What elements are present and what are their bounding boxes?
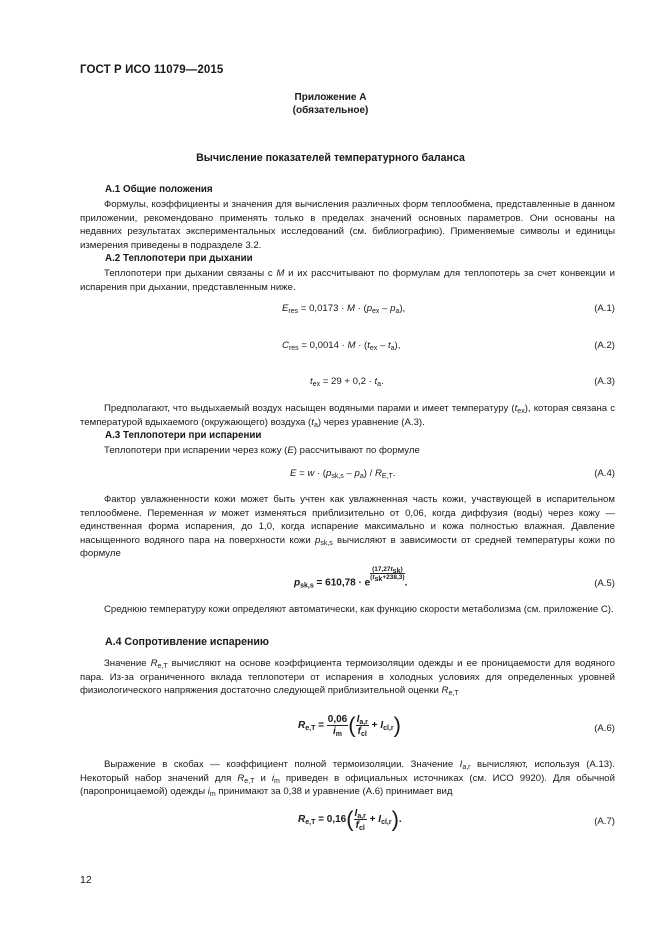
section-a2-after-text: Предполагают, что выдыхаемый воздух насыщен водяными парами и имеет температуру $(t_{ex})$, которая связана с температурой вдыхаемого (окружающего) воздуха $(t_a)$ через уравнение (А.3). [80, 403, 616, 429]
section-a1-text: Формулы, коэффициенты и значения для вычисления различных форм теплообмена, представленные в данном приложении, рекомендовано применять только в пределах значений основных параметров. Они основаны на недавних результатах экспериментальных исследований (см. библиографию). Применяемые символы и единицы измерения приведены в подразделе 3.2. [80, 199, 615, 251]
equation-number-a5: (А.5) [594, 578, 615, 589]
page-number: 12 [80, 874, 92, 886]
section-heading-a3: А.3 Теплопотери при испарении [105, 430, 262, 441]
equation-number-a7: (А.7) [594, 816, 615, 827]
equation-a3: $t_{ex} = 29 + 0,2 \cdot t_a$. [310, 376, 384, 388]
document-code: ГОСТ Р ИСО 11079—2015 [80, 64, 224, 76]
section-a2-text: Теплопотери при дыхании связаны с M и их рассчитывают по формулам для теплопотерь за счет конвекции и испарения при дыхании, представленным ниже. [80, 268, 615, 293]
equation-a6: $R_{e,T}$ = $\frac{0,06}{i_m}$ ( $\frac{I_{a,r}}{f_{cl}}$ + $I_{cl,r}$) [298, 712, 401, 738]
equation-a2: $C_{res} = 0,0014 \cdot M \cdot (t_{ex} - t_a)$, [282, 340, 401, 352]
equation-number-a4: (А.4) [594, 468, 615, 479]
equation-number-a3: (А.3) [594, 376, 615, 387]
section-heading-a4: А.4 Сопротивление испарению [105, 636, 269, 648]
equation-a4: $E = w \cdot (p_{sk,s} - p_a) / R_{E,T}$. [290, 468, 396, 480]
section-a3-paragraph-3: Среднюю температуру кожи определяют автоматически, как функцию скорости метаболизма (см. приложение С). [104, 604, 614, 615]
section-heading-a2: А.2 Теплопотери при дыхании [105, 253, 253, 264]
section-a3-text: Теплопотери при испарении через кожу (E) рассчитывают по формуле [104, 445, 420, 456]
section-a4-paragraph-2: Выражение в скобах — коэффициент полной термоизоляции. Значение $I_{a,r}$ вычисляют, используя (А.13). Некоторый набор значений для $R_{e,T}$ и $i_m$ приведен в официальных источниках (см. ИСО 9920). Для обычной (паропроницаемой) одежды $i_m$ принимают за 0,38 и уравнение (А.6) принимает вид [80, 759, 615, 799]
section-a4-paragraph-1: Значение $R_{e,T}$ вычисляют на основе коэффициента термоизоляции одежды и ее проницаемости для водяного пара. Из-за ограниченного вклада теплопотери от испарения в холодных условиях для определенных уровней физиологического напряжения достаточно следующей приблизительной оценки $R_{e,T}$ [80, 658, 615, 698]
equation-a7: $R_{e,T} = 0,16$( $\frac{I_{a,r}}{f_{cl}}$ + $I_{cl,r}$). [298, 806, 402, 832]
equation-number-a1: (А.1) [594, 303, 615, 314]
appendix-status: (обязательное) [292, 105, 369, 116]
equation-number-a2: (А.2) [594, 340, 615, 351]
main-title: Вычисление показателей температурного баланса [196, 152, 465, 164]
section-heading-a1: А.1 Общие положения [105, 184, 213, 195]
equation-a1: $E_{res} = 0,0173 \cdot M \cdot (p_{ex} - p_a)$, [282, 303, 406, 315]
section-a3-paragraph-2: Фактор увлажненности кожи может быть учтен как увлажненная часть кожи, участвующей в испарительном теплообмене. Переменная w может изменяться приблизительно от 0,06, когда диффузия (воды) через кожу — единственная форма испарения, до 1,0, когда испарение максимально и кожа полностью влажная. Давление насыщенного водяного пара на поверхности кожи $p_{sk,s}$ вычисляют в зависимости от средней температуры кожи по формуле [80, 494, 615, 560]
equation-number-a6: (А.6) [594, 723, 615, 734]
appendix-title: Приложение А [294, 92, 367, 103]
equation-a5: $p_{sk,s} = 610,78 \cdot e$ $^{\frac{(17,27t_{sk})}{(t_{sk}+238,3)}}$ . [294, 566, 408, 590]
